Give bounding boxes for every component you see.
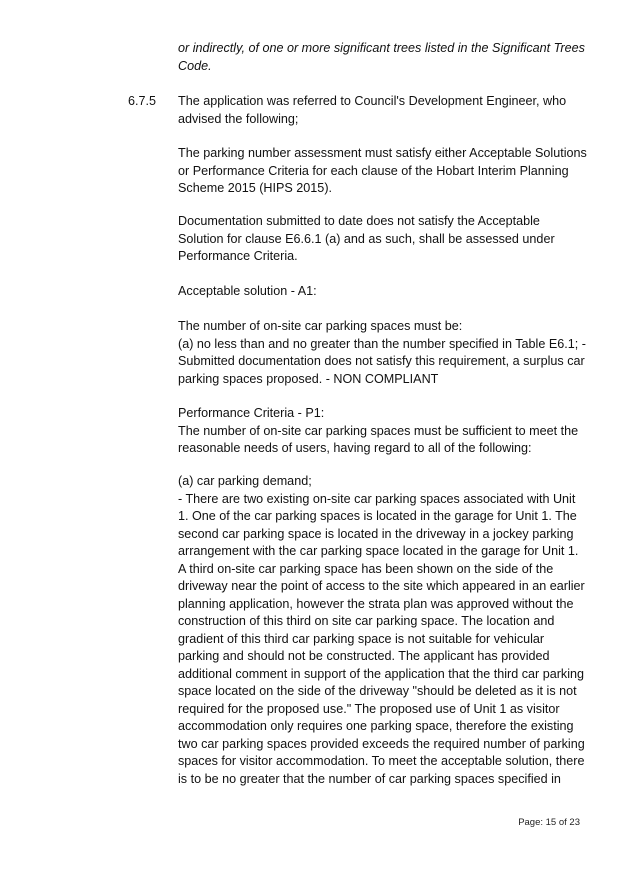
section-lead-text: The application was referred to Council's Development Engineer, who advised the following;: [178, 94, 567, 126]
paragraph-documentation: [178, 213, 588, 266]
paragraph-acceptable-solution: [178, 318, 588, 388]
paragraph-text: Documentation submitted to date does not satisfy the Acceptable Solution for clause E6.6.1 (a) and as such, shall be assessed under Performance Criteria.: [178, 214, 555, 263]
paragraph-performance-criteria: [178, 405, 588, 458]
paragraph-text: Performance Criteria - P1:: [178, 406, 325, 420]
paragraph-text: (a) no less than and no greater than the number specified in Table E6.1; - Submitted documentation does not satisfy this requirement, a surplus car parking spaces proposed. - NON COMPLIANT: [178, 336, 586, 386]
intro-quote: [178, 40, 588, 75]
paragraph-text: The number of on-site car parking spaces must be sufficient to meet the reasonable needs of users, having regard to all of the following:: [178, 423, 579, 455]
paragraph-text: (a) car parking demand;: [178, 474, 312, 488]
acceptable-solution-heading: [178, 283, 588, 301]
page-number: Page: 15 of 23: [518, 817, 580, 828]
paragraph-text: The parking number assessment must satisfy either Acceptable Solutions or Performance Criteria for each clause of the Hobart Interim Planning Scheme 2015 (HIPS 2015).: [178, 146, 587, 195]
paragraph-text: - There are two existing on-site car parking spaces associated with Unit 1. One of the car parking spaces is located in the garage for Unit 1. The second car parking space is located in the driveway in a jockey parking arrangement with the car parking space located in the garage for Unit 1. A third on-site car parking space has been shown on the side of the driveway near the point of access to the site which appeared in an earlier planning application, however the strata plan was approved without the construction of this third on site car parking space. The location and gradient of this third car parking space is not suitable for vehicular parking and should not be constructed. The applicant has provided additional comment in support of the application that the third car parking space located on the side of the driveway "should be deleted as it is not required for the proposed use." The proposed use of Unit 1 as visitor accommodation only requires one parking space, therefore the existing two car parking spaces provided exceeds the required number of parking spaces for visitor accommodation. To meet the acceptable solution, there is to be no greater that the number of car parking spaces specified in: [178, 491, 585, 786]
paragraph-text: Acceptable solution - A1:: [178, 284, 317, 298]
paragraph-parking-assessment: [178, 145, 588, 198]
section-lead: [178, 93, 588, 128]
section-number: 6.7.5: [128, 94, 157, 108]
intro-quote-text: or indirectly, of one or more significant trees listed in the Significant Trees Code.: [178, 41, 585, 73]
paragraph-text: The number of on-site car parking spaces must be:: [178, 319, 463, 333]
paragraph-car-parking-demand: [178, 473, 588, 788]
